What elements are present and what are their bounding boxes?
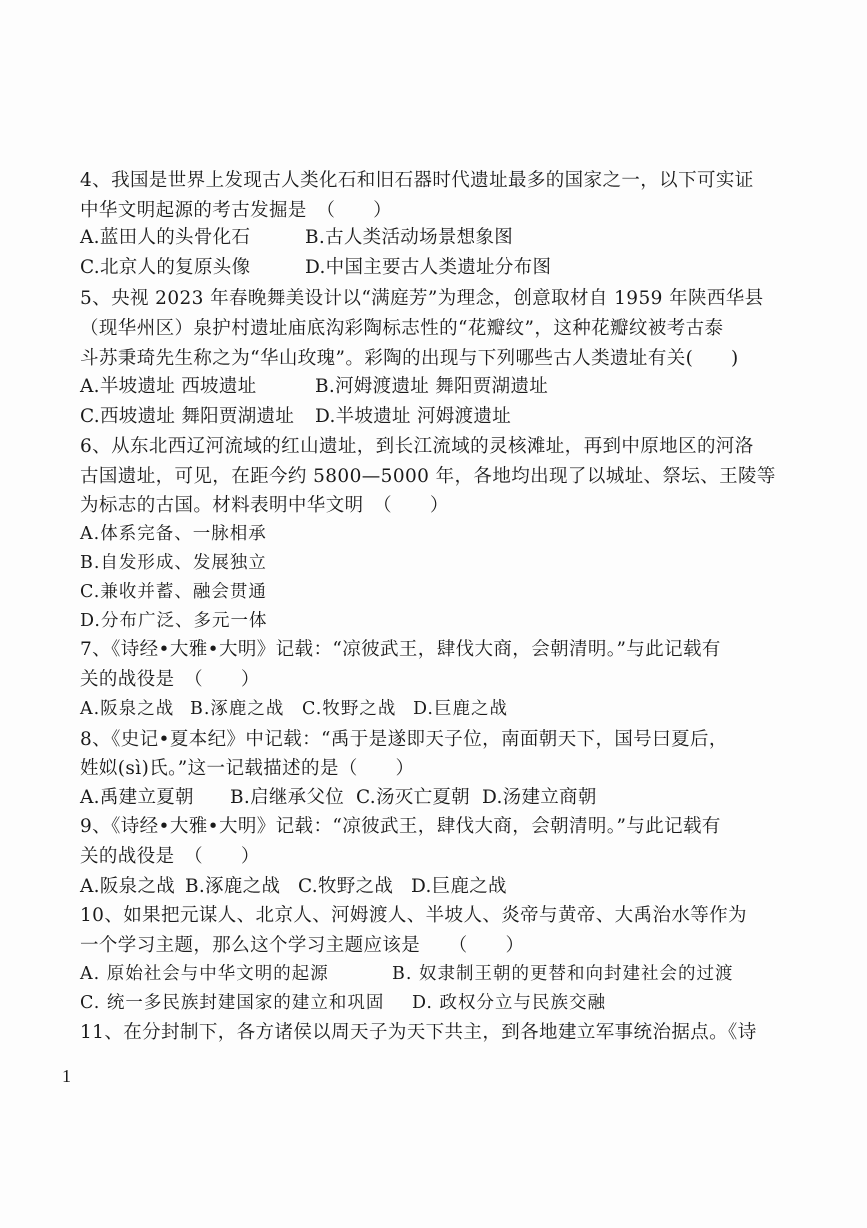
q8-option-a: A.禹建立夏朝 <box>80 787 194 808</box>
q8-option-b: B.启继承父位 <box>230 787 345 808</box>
q6-option-d: D.分布广泛、多元一体 <box>80 611 268 631</box>
q4-stem-line1: 4、我国是世界上发现古人类化石和旧石器时代遗址最多的国家之一，以下可实证 <box>80 170 754 191</box>
q7-option-d: D.巨鹿之战 <box>413 699 508 719</box>
q9-option-d: D.巨鹿之战 <box>411 876 507 897</box>
q8-option-d: D.汤建立商朝 <box>482 787 597 808</box>
q9-option-a: A.阪泉之战 <box>80 876 176 897</box>
q6-stem-line2: 古国遗址，可见，在距今约 5800—5000 年，各地均出现了以城址、祭坛、王陵等 <box>80 466 776 487</box>
q7-option-a: A.阪泉之战 <box>80 699 175 719</box>
q8-stem-line1: 8、《史记•夏本纪》中记载：“禹于是遂即天子位，南面朝天下，国号曰夏后， <box>80 729 728 750</box>
q8-stem-line2: 姓姒(sì)氏。”这一记载描述的是（ ） <box>80 758 415 779</box>
q4-stem-line2: 中华文明起源的考古发掘是 （ ） <box>80 200 393 221</box>
q4-option-a: A.蓝田人的头骨化石 <box>80 227 251 248</box>
q7-option-b: B.涿鹿之战 <box>190 699 285 719</box>
q11-stem-line1: 11、在分封制下，各方诸侯以周天子为天下共主，到各地建立军事统治据点。《诗 <box>80 1022 757 1043</box>
q4-option-d: D.中国主要古人类遗址分布图 <box>305 257 552 278</box>
q7-option-c: C.牧野之战 <box>302 699 397 719</box>
q5-option-c: C.西坡遗址 舞阳贾湖遗址 <box>80 406 295 427</box>
q9-option-c: C.牧野之战 <box>298 876 394 897</box>
q5-stem-line2: （现华州区）泉护村遗址庙底沟彩陶标志性的“花瓣纹”，这种花瓣纹被考古泰 <box>80 318 724 339</box>
q9-stem-line2: 关的战役是 （ ） <box>80 846 260 867</box>
q7-stem-line2: 关的战役是 （ ） <box>80 669 260 690</box>
page-number: 1 <box>62 1066 71 1086</box>
q5-stem-line1: 5、央视 2023 年春晚舞美设计以“满庭芳”为理念，创意取材自 1959 年陕西华县 <box>80 288 764 309</box>
q6-option-c: C.兼收并蓄、融会贯通 <box>80 582 267 602</box>
q7-stem-line1: 7、《诗经•大雅•大明》记载：“凉彼武王，肆伐大商，会朝清明。”与此记载有 <box>80 639 721 660</box>
q9-option-b: B.涿鹿之战 <box>185 876 281 897</box>
q10-option-b: B. 奴隶制王朝的更替和向封建社会的过渡 <box>392 964 734 984</box>
q5-option-d: D.半坡遗址 河姆渡遗址 <box>315 406 512 427</box>
q4-option-c: C.北京人的复原头像 <box>80 257 251 278</box>
q10-stem-line2: 一个学习主题，那么这个学习主题应该是 （ ） <box>80 935 525 956</box>
q6-option-a: A.体系完备、一脉相承 <box>80 524 267 544</box>
q6-stem-line1: 6、从东北西辽河流域的红山遗址，到长江流域的灵核滩址，再到中原地区的河洛 <box>80 436 754 457</box>
q5-stem-line3: 斗苏秉琦先生称之为“华山玫瑰”。彩陶的出现与下列哪些古人类遗址有关( ) <box>80 348 739 369</box>
q10-option-c: C. 统一多民族封建国家的建立和巩固 <box>80 993 385 1013</box>
q8-option-c: C.汤灭亡夏朝 <box>356 787 470 808</box>
q6-option-b: B.自发形成、发展独立 <box>80 553 267 573</box>
q5-option-a: A.半坡遗址 西坡遗址 <box>80 376 257 397</box>
q9-stem-line1: 9、《诗经•大雅•大明》记载：“凉彼武王，肆伐大商，会朝清明。”与此记载有 <box>80 816 721 837</box>
q6-stem-line3: 为标志的古国。材料表明中华文明 （ ） <box>80 495 449 516</box>
q10-option-d: D. 政权分立与民族交融 <box>412 993 607 1013</box>
q10-stem-line1: 10、如果把元谋人、北京人、河姆渡人、半坡人、炎帝与黄帝、大禹治水等作为 <box>80 905 747 926</box>
q10-option-a: A. 原始社会与中华文明的起源 <box>80 964 329 984</box>
q4-option-b: B.古人类活动场景想象图 <box>305 227 514 248</box>
q5-option-b: B.河姆渡遗址 舞阳贾湖遗址 <box>315 376 549 397</box>
